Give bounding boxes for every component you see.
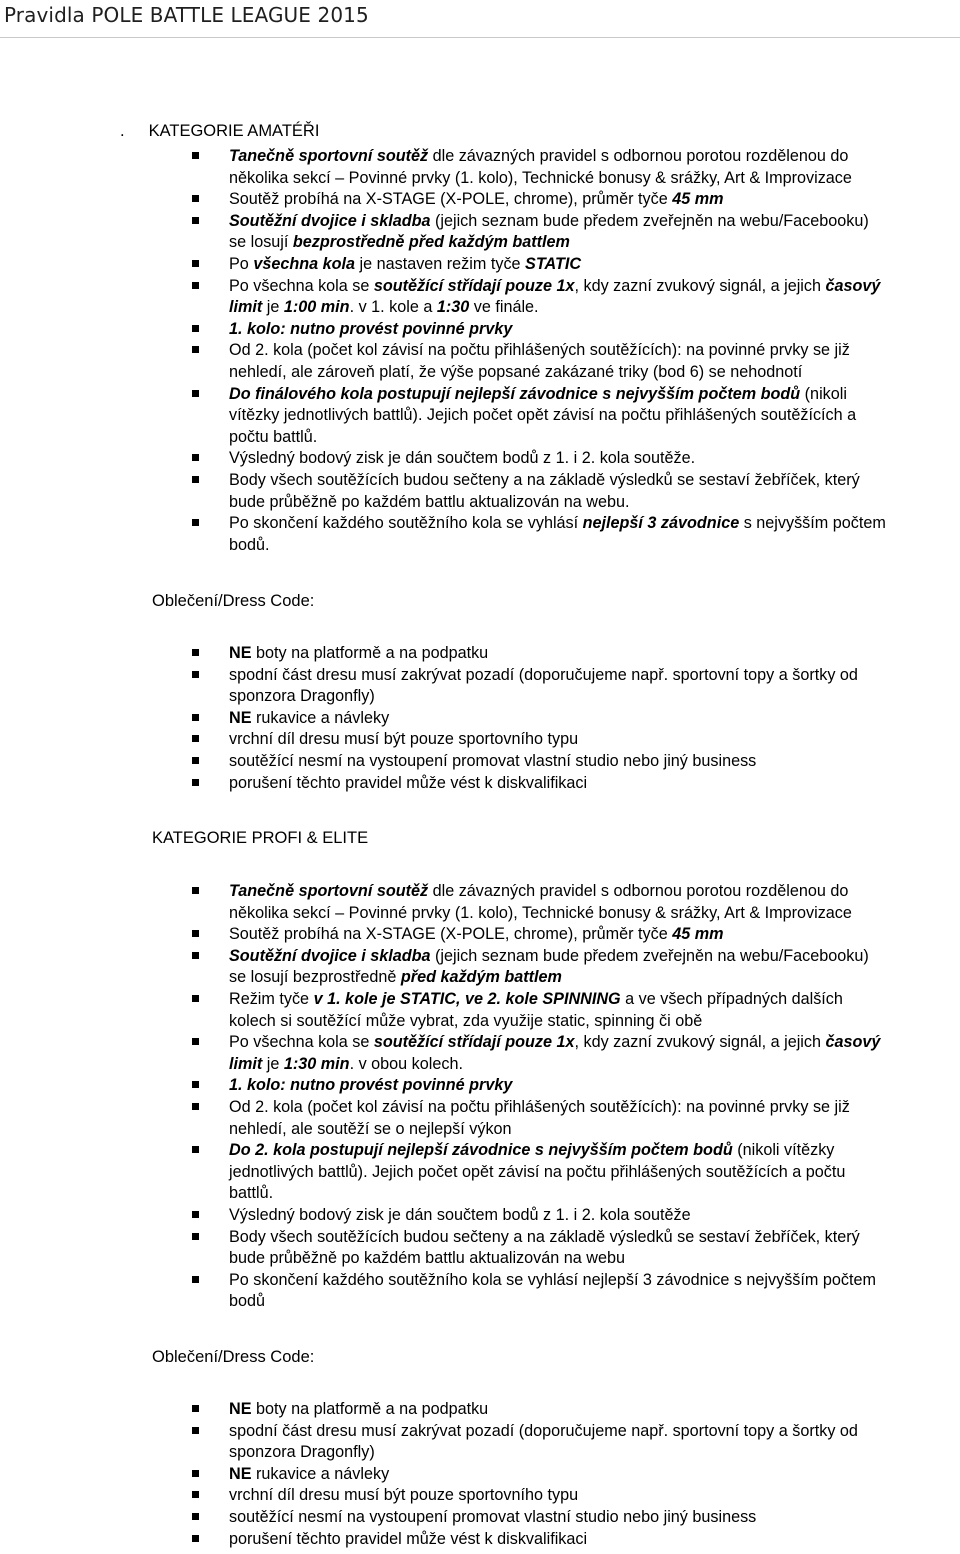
text-run: všechna kola <box>253 254 355 273</box>
text-run: Do finálového kola postupují nejlepší závodnice s nejvyšším počtem bodů <box>229 384 801 403</box>
list-item <box>186 729 960 751</box>
square-bullet-icon <box>192 217 199 224</box>
text-line <box>229 1421 960 1443</box>
text-line <box>229 384 960 406</box>
pro-dress-list <box>186 1399 960 1550</box>
text-run: Soutěž probíhá na X-STAGE (X-POLE, chrome), průměr tyče <box>229 925 673 944</box>
page-title: Pravidla POLE BATTLE LEAGUE 2015 <box>4 3 369 27</box>
text-line <box>229 989 960 1011</box>
text-run: nehledí, ale soutěží se o nejlepší výkon <box>229 1119 512 1138</box>
text-run: bezprostředně před každým battlem <box>292 233 570 252</box>
text-run: battlů. <box>229 1184 274 1203</box>
square-bullet-icon <box>192 346 199 353</box>
text-run: Po <box>229 254 254 273</box>
text-run: (jejich seznam bude předem zveřejněn na webu/Facebooku) <box>430 211 869 230</box>
text-line <box>229 254 960 276</box>
list-item <box>186 384 960 449</box>
square-bullet-icon <box>192 1535 199 1542</box>
square-bullet-icon <box>192 260 199 267</box>
amateur-heading <box>120 122 319 141</box>
text-run: Od 2. kola (počet kol závisí na počtu přihlášených soutěžících): na povinné prvky se již <box>229 1097 850 1116</box>
square-bullet-icon <box>192 282 199 289</box>
text-line <box>229 1140 960 1162</box>
text-run: rukavice a návleky <box>251 1464 390 1483</box>
text-run: sponzora Dragonfly) <box>229 1443 375 1462</box>
square-bullet-icon <box>192 1405 199 1412</box>
text-line <box>229 1054 960 1076</box>
square-bullet-icon <box>192 1081 199 1088</box>
text-run: 1:30 min <box>283 1054 350 1073</box>
square-bullet-icon <box>192 1103 199 1110</box>
text-line <box>229 903 960 925</box>
list-item <box>186 665 960 708</box>
text-line <box>229 643 960 665</box>
text-run: spodní část dresu musí zakrývat pozadí (doporučujeme např. sportovní topy a šortky od <box>229 1421 858 1440</box>
list-item <box>186 1227 960 1270</box>
text-run: (nikoli <box>800 384 847 403</box>
square-bullet-icon <box>192 195 199 202</box>
text-run: Body všech soutěžících budou sečteny a na základě výsledků se sestaví žebříček, který <box>229 1227 860 1246</box>
text-run: vrchní díl dresu musí být pouze sportovního typu <box>229 1486 579 1505</box>
text-run: spodní část dresu musí zakrývat pozadí (doporučujeme např. sportovní topy a šortky od <box>229 665 858 684</box>
text-run: boty na platformě a na podpatku <box>251 1400 489 1418</box>
title-divider <box>0 37 960 38</box>
text-line <box>229 1183 960 1205</box>
text-run: v 1. kole je STATIC, ve 2. kole SPINNING <box>313 989 621 1008</box>
text-run: NE <box>229 1464 252 1483</box>
text-line <box>229 276 960 298</box>
list-item <box>186 1270 960 1313</box>
text-line <box>229 1270 960 1292</box>
square-bullet-icon <box>192 152 199 159</box>
text-run: soutěžící střídají pouze 1x <box>373 276 575 295</box>
list-item <box>186 1032 960 1075</box>
text-line <box>229 232 960 254</box>
square-bullet-icon <box>192 735 199 742</box>
text-line <box>229 189 960 211</box>
amateur-heading-text: KATEGORIE AMATÉŘI <box>148 122 320 140</box>
text-run: Po všechna kola se <box>229 276 374 295</box>
text-run: Body všech soutěžících budou sečteny a na základě výsledků se sestaví žebříček, který <box>229 470 860 489</box>
text-line <box>229 1075 960 1097</box>
text-line <box>229 211 960 233</box>
text-run: nehledí, ale zároveň platí, že výše popsané zakázané triky (bod 6) se nehodnotí <box>229 362 803 381</box>
list-item <box>186 513 960 556</box>
text-run: porušení těchto pravidel může vést k diskvalifikaci <box>229 773 588 792</box>
text-run: časový <box>825 1033 881 1052</box>
list-item <box>186 751 960 773</box>
text-run: Od 2. kola (počet kol závisí na počtu přihlášených soutěžících): na povinné prvky se již <box>229 341 850 360</box>
square-bullet-icon <box>192 995 199 1002</box>
list-item <box>186 1485 960 1507</box>
list-item <box>186 1075 960 1097</box>
text-line <box>229 405 960 427</box>
text-line <box>229 470 960 492</box>
text-run: Soutěžní dvojice i skladba <box>229 211 431 230</box>
text-line <box>229 297 960 319</box>
heading-prefix: . <box>120 122 125 140</box>
text-run: 1. kolo: nutno provést povinné prvky <box>229 1076 513 1095</box>
text-line <box>229 362 960 384</box>
text-run: bude průběžně po každém battlu aktualizován na webu <box>229 1249 625 1268</box>
list-item <box>186 211 960 254</box>
text-run: Po všechna kola se <box>229 1033 374 1052</box>
square-bullet-icon <box>192 454 199 461</box>
list-item <box>186 1399 960 1421</box>
list-item <box>186 643 960 665</box>
text-run: 45 mm <box>672 925 724 944</box>
text-run: několika sekcí – Povinné prvky (1. kolo), Technické bonusy & srážky, Art & Improvizace <box>229 168 852 187</box>
text-line <box>229 946 960 968</box>
text-run: soutěžící nesmí na vystoupení promovat vlastní studio nebo jiný business <box>229 751 757 770</box>
text-run: . v 1. kole a <box>349 298 437 317</box>
text-run: rukavice a návleky <box>251 708 390 727</box>
text-run: 1:00 min <box>283 298 350 317</box>
text-line <box>229 340 960 362</box>
text-run: Výsledný bodový zisk je dán součtem bodů z 1. i 2. kola soutěže <box>229 1205 691 1224</box>
text-line <box>229 1032 960 1054</box>
text-line <box>229 146 960 168</box>
text-run: ve finále. <box>469 298 539 317</box>
list-item <box>186 146 960 189</box>
square-bullet-icon <box>192 1427 199 1434</box>
text-line <box>229 1162 960 1184</box>
text-run: boty na platformě a na podpatku <box>251 644 489 662</box>
list-item <box>186 1464 960 1486</box>
pro-heading: KATEGORIE PROFI & ELITE <box>152 829 369 847</box>
text-run: Režim tyče <box>229 989 314 1008</box>
text-run: počtu battlů. <box>229 427 318 446</box>
text-line <box>229 967 960 989</box>
square-bullet-icon <box>192 671 199 678</box>
text-line <box>229 513 960 535</box>
text-run: kolech si soutěžící může vybrat, zda využije static, spinning či obě <box>229 1011 703 1030</box>
square-bullet-icon <box>192 476 199 483</box>
text-line <box>229 448 960 470</box>
list-item <box>186 1529 960 1551</box>
text-run: 1:30 <box>436 298 470 317</box>
text-run: limit <box>229 298 263 317</box>
text-line <box>229 1399 960 1421</box>
text-line <box>229 1011 960 1033</box>
text-line <box>229 751 960 773</box>
pro-rules-list <box>186 881 960 1313</box>
text-run: Po skončení každého soutěžního kola se vyhlásí <box>229 514 583 533</box>
square-bullet-icon <box>192 779 199 786</box>
text-line <box>229 773 960 795</box>
text-run: sponzora Dragonfly) <box>229 687 375 706</box>
text-run: nejlepší 3 závodnice <box>582 514 740 533</box>
square-bullet-icon <box>192 1211 199 1218</box>
list-item <box>186 1507 960 1529</box>
square-bullet-icon <box>192 1491 199 1498</box>
square-bullet-icon <box>192 1513 199 1520</box>
square-bullet-icon <box>192 519 199 526</box>
square-bullet-icon <box>192 1038 199 1045</box>
text-run: Soutěžní dvojice i skladba <box>229 946 431 965</box>
text-line <box>229 881 960 903</box>
text-line <box>229 1227 960 1249</box>
square-bullet-icon <box>192 325 199 332</box>
list-item <box>186 881 960 924</box>
text-run: Soutěž probíhá na X-STAGE (X-POLE, chrome), průměr tyče <box>229 190 673 209</box>
text-line <box>229 924 960 946</box>
text-run: s nejvyšším počtem <box>739 514 886 533</box>
square-bullet-icon <box>192 1276 199 1283</box>
text-line <box>229 665 960 687</box>
text-run: NE <box>229 644 252 662</box>
list-item <box>186 448 960 470</box>
list-item <box>186 773 960 795</box>
text-line <box>229 492 960 514</box>
text-run: bodů. <box>229 535 270 554</box>
text-line <box>229 1119 960 1141</box>
text-run: časový <box>825 276 881 295</box>
text-line <box>229 1507 960 1529</box>
text-run: STATIC <box>525 254 582 273</box>
list-item <box>186 989 960 1032</box>
text-run: (nikoli vítězky <box>732 1141 835 1160</box>
text-run: a ve všech případných dalších <box>620 989 843 1008</box>
text-run: Do 2. kola postupují nejlepší závodnice s nejvyšším počtem bodů <box>229 1141 733 1160</box>
text-run: Po skončení každého soutěžního kola se vyhlásí nejlepší 3 závodnice s nejvyšším počtem <box>229 1270 876 1289</box>
text-run: je <box>262 1054 284 1073</box>
list-item <box>186 946 960 989</box>
text-run: soutěžící nesmí na vystoupení promovat vlastní studio nebo jiný business <box>229 1507 757 1526</box>
text-line <box>229 1291 960 1313</box>
list-item <box>186 276 960 319</box>
text-run: vítězky jednotlivých battlů). Jejich počet opět závisí na počtu přihlášených soutěžících a <box>229 406 857 425</box>
list-item <box>186 924 960 946</box>
text-run: NE <box>229 1400 252 1418</box>
square-bullet-icon <box>192 930 199 937</box>
text-line <box>229 1248 960 1270</box>
text-line <box>229 168 960 190</box>
text-run: Tanečně sportovní soutěž <box>229 882 429 900</box>
text-run: vrchní díl dresu musí být pouze sportovního typu <box>229 730 579 749</box>
text-line <box>229 1464 960 1486</box>
text-run: Tanečně sportovní soutěž <box>229 147 429 165</box>
square-bullet-icon <box>192 1233 199 1240</box>
list-item <box>186 340 960 383</box>
text-run: dle závazných pravidel s odbornou porotou rozdělenou do <box>428 147 849 165</box>
text-run: je <box>262 298 284 317</box>
list-item <box>186 708 960 730</box>
square-bullet-icon <box>192 887 199 894</box>
text-run: před každým battlem <box>400 968 562 987</box>
text-run: porušení těchto pravidel může vést k diskvalifikaci <box>229 1529 588 1548</box>
square-bullet-icon <box>192 1470 199 1477</box>
square-bullet-icon <box>192 757 199 764</box>
text-run: (jejich seznam bude předem zveřejněn na webu/Facebooku) <box>430 946 869 965</box>
text-run: , kdy zazní zvukový signál, a jejich <box>574 1033 826 1052</box>
list-item <box>186 1140 960 1205</box>
text-line <box>229 729 960 751</box>
text-run: limit <box>229 1054 263 1073</box>
square-bullet-icon <box>192 714 199 721</box>
square-bullet-icon <box>192 1146 199 1153</box>
text-run: . v obou kolech. <box>349 1054 463 1073</box>
text-line <box>229 708 960 730</box>
text-run: bude průběžně po každém battlu aktualizován na webu. <box>229 492 630 511</box>
text-line <box>229 1529 960 1551</box>
text-run: , kdy zazní zvukový signál, a jejich <box>574 276 826 295</box>
text-run: 45 mm <box>672 190 724 209</box>
text-run: bodů <box>229 1292 266 1311</box>
text-run: se losují bezprostředně <box>229 968 401 987</box>
square-bullet-icon <box>192 952 199 959</box>
list-item <box>186 189 960 211</box>
text-line <box>229 427 960 449</box>
amateur-dress-list <box>186 643 960 794</box>
text-line <box>229 535 960 557</box>
amateur-rules-list <box>186 146 960 556</box>
text-line <box>229 1485 960 1507</box>
text-line <box>229 686 960 708</box>
text-line <box>229 1097 960 1119</box>
text-run: dle závazných pravidel s odbornou porotou rozdělenou do <box>428 882 849 900</box>
list-item <box>186 254 960 276</box>
list-item <box>186 1421 960 1464</box>
list-item <box>186 1097 960 1140</box>
text-line <box>229 319 960 341</box>
list-item <box>186 470 960 513</box>
text-run: několika sekcí – Povinné prvky (1. kolo), Technické bonusy & srážky, Art & Improvizace <box>229 903 852 922</box>
text-run: Výsledný bodový zisk je dán součtem bodů z 1. i 2. kola soutěže. <box>229 449 696 468</box>
text-line <box>229 1442 960 1464</box>
list-item <box>186 1205 960 1227</box>
text-run: jednotlivých battlů). Jejich počet opět závisí na počtu přihlášených soutěžících a počtu <box>229 1162 846 1181</box>
text-run: se losují <box>229 233 293 252</box>
amateur-dress-heading: Oblečení/Dress Code: <box>152 592 315 610</box>
text-run: NE <box>229 708 252 727</box>
pro-dress-heading: Oblečení/Dress Code: <box>152 1348 315 1366</box>
square-bullet-icon <box>192 649 199 656</box>
square-bullet-icon <box>192 390 199 397</box>
text-run: je nastaven režim tyče <box>355 254 526 273</box>
text-run: soutěžící střídají pouze 1x <box>373 1033 575 1052</box>
text-run: 1. kolo: nutno provést povinné prvky <box>229 319 513 338</box>
text-line <box>229 1205 960 1227</box>
list-item <box>186 319 960 341</box>
